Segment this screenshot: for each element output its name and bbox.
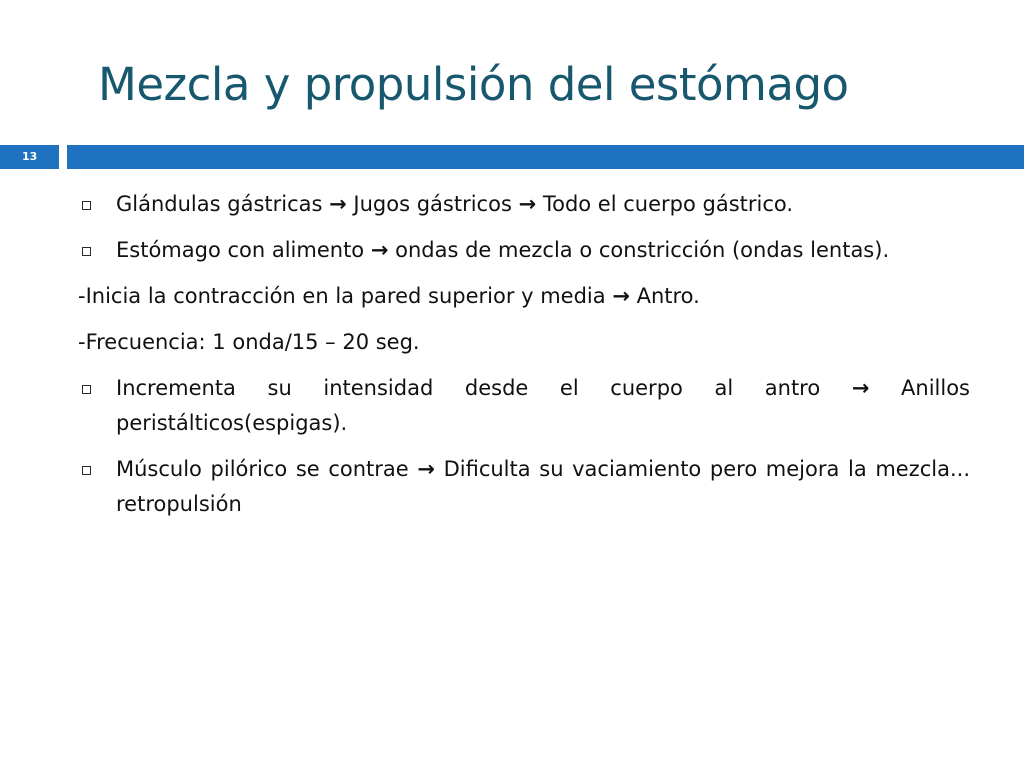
plain-paragraph — [78, 325, 970, 360]
arrow-right-icon: → — [518, 192, 537, 216]
bullet-text: Jugos gástricos — [346, 192, 519, 216]
bullet-item — [78, 371, 970, 441]
slide-number: 13 — [22, 150, 38, 163]
slide-content — [78, 187, 970, 533]
bullet-square-icon — [82, 247, 91, 256]
slide-title: Mezcla y propulsión del estómago — [98, 58, 849, 111]
bullet-text: Todo el cuerpo gástrico. — [536, 192, 794, 216]
bullet-item — [78, 233, 970, 268]
bullet-item — [78, 187, 970, 222]
bullet-text: Estómago con alimento — [116, 238, 371, 262]
bullet-text: Dificulta su vaciamiento pero mejora la mezcla... retropulsión — [116, 457, 970, 516]
bullet-square-icon — [82, 201, 91, 210]
bullet-text: Músculo pilórico se contrae — [116, 457, 418, 481]
bullet-text: Incrementa su intensidad desde el cuerpo al antro — [116, 376, 852, 400]
paragraph-text: Antro. — [629, 284, 700, 308]
paragraph-text: -Frecuencia: 1 onda/15 – 20 seg. — [78, 330, 420, 354]
bullet-text: Anillos peristálticos(espigas). — [116, 376, 970, 435]
bullet-square-icon — [82, 385, 91, 394]
arrow-right-icon: → — [329, 192, 347, 216]
bullet-item — [78, 452, 970, 522]
arrow-right-icon: → — [417, 457, 435, 481]
bullet-text: ondas de mezcla o constricción (ondas lentas). — [388, 238, 890, 262]
arrow-right-icon: → — [612, 284, 630, 308]
arrow-right-icon: → — [851, 376, 870, 400]
plain-paragraph — [78, 279, 970, 314]
paragraph-text: -Inicia la contracción en la pared superior y media — [78, 284, 613, 308]
header-rule-bar — [67, 145, 1024, 169]
bullet-text: Glándulas gástricas — [116, 192, 330, 216]
arrow-right-icon: → — [370, 238, 389, 262]
bullet-square-icon — [82, 466, 91, 475]
